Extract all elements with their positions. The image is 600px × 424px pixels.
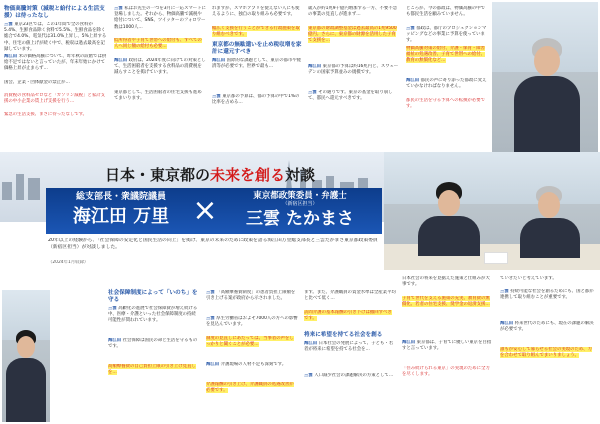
intro-text: 20年以上の経験から、「社会保障の安定化と国民生活の向上」を掲げ、東京の未来のために政策を語る海江田万里総支部長と三雲たかまさ東京都政策委員（新宿区担当）が対談しました。: [48, 238, 378, 250]
paragraph: ます。また、介護職員の賃金水準は全産業平均と比べて低く…: [304, 290, 396, 302]
bottom-column-4: [402, 276, 494, 422]
paragraph: ていきたいと考えています。: [500, 276, 557, 281]
paragraph: 国会、企業・団体献金の禁止が…: [4, 80, 70, 85]
paragraph: 三雲 私はお先生の一つを3月に一応スマートに登場しました。それから、物価高騰で減税や給付について、SNS、ツイッターのフォロワー数は1000人…: [114, 6, 206, 30]
highlight-text: 緊急の生活支援、まさに待ったなしです。: [4, 112, 88, 117]
photo-top-right: [492, 2, 598, 152]
intro-block: [48, 238, 380, 268]
photo-window: [384, 152, 600, 204]
paragraph: 海江田 東京都は、子育てに優しい東京を目指すと言っています。: [402, 340, 492, 352]
bottom-column-1: [108, 290, 200, 422]
section-heading-social-security: 社会保障制度によって「いのち」を守る: [108, 290, 198, 303]
paragraph: 三雲 東京23区では、この1年間で全の食料が5.4%、生鮮食品除く食料で5.5%、生鮮食品を除く総合で4.0%、電気代は31.0%上昇し、5%上昇する中、住宅の値上げが続く中で、税収は過去最高を記録しています。: [4, 22, 107, 52]
highlight-text: 低所得者や子育て世帯への給付も、すべての人へ同じ額の給付も必要…: [114, 38, 202, 50]
highlight-text: 消費税の食料品ゼロなど「ガソリン減税」と家計支援の中小企業の賃上げ支援を行う…: [4, 93, 105, 105]
highlight-text: 物価高騰対策の給付、介護・保育・障害福祉の処遇改善、子育て世帯への給付、教育の無償化など…: [406, 46, 486, 64]
highlight-text: 誰もが安心して暮らせる社会の実現のため、力を合わせて取り組んでまいりましょう。: [500, 347, 592, 359]
paragraph: 三雲 東京都の予算は、都の予算の中で1%の比率を占める…: [212, 94, 300, 106]
highlight-text: 子育て世代を支える施策の充実、教育費の無償化、若者の住宅支援、奨学金の返済支援…: [402, 296, 490, 308]
person-face: [534, 46, 560, 76]
headline-highlight: 未来を創る: [209, 166, 285, 184]
top-column-2: [114, 6, 206, 152]
person-suit: [6, 358, 46, 422]
paragraph: 三雲 「高額療養費制度」の患者負担上限額を引き上げる案が政府から示されました。: [206, 290, 296, 302]
section-heading-future: 将来に希望を持てる社会を創る: [304, 332, 383, 338]
cross-mark: ×: [192, 193, 218, 228]
paragraph: 海江田 将来世代のためにも、現在の課題の解決が必要です。: [500, 321, 594, 333]
paragraph: 三雲 持続可能な社会を創るためにも、国と都が連携して取り組むことが重要です。: [500, 289, 594, 301]
headline-pre: 日本・東京都の: [104, 166, 210, 184]
right-speaker-note: （新宿区担当）: [282, 201, 318, 207]
bottom-column-3: [304, 290, 396, 422]
top-column-1: [4, 6, 108, 152]
paragraph: 海江田 社会保障は国民の命と生活を守るものです。: [108, 338, 198, 350]
speakers-banner: [46, 188, 382, 234]
paragraph: 海江田 米の価格高騰について、昨年秋の段階では供給不足ではないと言っていたが、年末年始にかけて価格上昇が止まらず…: [4, 54, 107, 72]
highlight-text: 東京都の財政調整基金は過去最高の1兆9500億円。さらに、東京都の財源を活用した子育て支援を…: [308, 26, 397, 44]
highlight-text: 「住み続けられる東京」の実現のために全力を尽くします。: [402, 366, 490, 378]
section-heading-budget: 東京都の無駄遣いを止め税収増を家計に還元すべき: [212, 42, 302, 55]
paragraph: 三雲 高齢化の進展で社会保障費が増え続ける中、医療・介護といった社会保障制度の持続可能性が問われています。: [108, 306, 198, 324]
highlight-text: 訪問介護の基本報酬の引き下げは撤回すべきです。: [304, 310, 392, 322]
paragraph: 海江田 都民の声に寄り添った都政に変えていかなければなりません。: [406, 78, 487, 90]
left-speaker-name: 海江田 万里: [72, 206, 170, 227]
highlight-text: 都民の生活を守る予算への転換が必要です。: [406, 98, 486, 110]
document-on-table: [484, 252, 508, 264]
paragraph: 三雲 その通りです。東京の基金を取り崩して、都民へ還元すべきです。: [308, 90, 393, 102]
left-speaker-role: 総支部長・衆議院議員: [75, 192, 166, 202]
highlight-text: 幅広く支援を行うことができる行政施策を取り組むべきです。: [212, 26, 300, 38]
paragraph: ところが、今の都政は、物価高騰の中でも都民生活を顧みていません。: [406, 6, 486, 18]
highlight-text: 介護報酬の引き上げ、介護職員の処遇改善が必要です。: [206, 382, 294, 394]
paragraph: 東京都として、生活困窮者の住宅支援も進めてまいります。: [114, 90, 202, 102]
paragraph: れますが、スマホアプリを使えない人にも使えるように、独自の取り組みも必要です。: [212, 6, 300, 18]
paragraph: 日本社会の将来を見据えた施策と仕組みが大事です。: [402, 276, 490, 288]
person-left-suit: [418, 216, 480, 256]
bottom-column-5: [500, 276, 596, 422]
paragraph: 三雲 人口減少社会の課題解決の方策として…: [304, 373, 394, 378]
right-speaker-name: 三雲 たかまさ: [246, 209, 354, 229]
photo-meeting: [384, 152, 600, 270]
top-column-5: [406, 6, 488, 152]
person-right-face: [538, 192, 560, 218]
paragraph: 海江田 政府は、2024年度に向けての対策として、生活困窮者を支援する食料品の消費税を減らすことを掲げています。: [114, 58, 206, 76]
intro-note: （2024年1月収録）: [48, 260, 89, 265]
highlight-text: 制度の見直しにあたっては、当事者の声をしっかりと聞くことが必要…: [206, 336, 294, 348]
person-right-suit: [520, 218, 580, 258]
section-heading-inflation: 物価高騰対策（減税と給付による生活支援）は待ったなし: [4, 6, 105, 19]
right-speaker-role: 東京都政策委員・弁護士: [253, 191, 347, 201]
headline: [40, 165, 380, 185]
photo-bottom-left: [2, 290, 50, 422]
paragraph: 海江田 国際的な課題として、東京の都市や経済等が必要です。世界で最も…: [212, 58, 302, 70]
highlight-text: 高額療養費の自己負担上限の引き上げ見直しを…: [108, 364, 196, 376]
paragraph: 三雲 都政は、都庁のプロジェクションマッピングなどの事業に予算を使っています。: [406, 26, 487, 44]
top-column-3: [212, 6, 302, 152]
top-column-4: [308, 6, 400, 152]
person-face: [17, 336, 35, 358]
bottom-column-2: [206, 290, 298, 422]
paragraph: 海江田 日本社会の発展によって、子ども・若者が将来に希望を持てる社会を…: [304, 341, 394, 353]
paragraph: 三雲 厚生労働省はおよそ7000人の方への影響を見込んでいます。: [206, 316, 298, 328]
headline-post: 対談: [285, 166, 316, 184]
paragraph: 歳入が約1兆9千億円増加する一方、不要不急の事業の見直しが進まず…: [308, 6, 398, 18]
person-suit: [514, 76, 580, 152]
person-left-face: [438, 190, 460, 216]
paragraph: 海江田 東京都の予算は約16兆円と、スウェーデンの国家予算並みの規模です。: [308, 64, 399, 76]
paragraph: 海江田 介護現場の人材不足も深刻です。: [206, 362, 287, 367]
